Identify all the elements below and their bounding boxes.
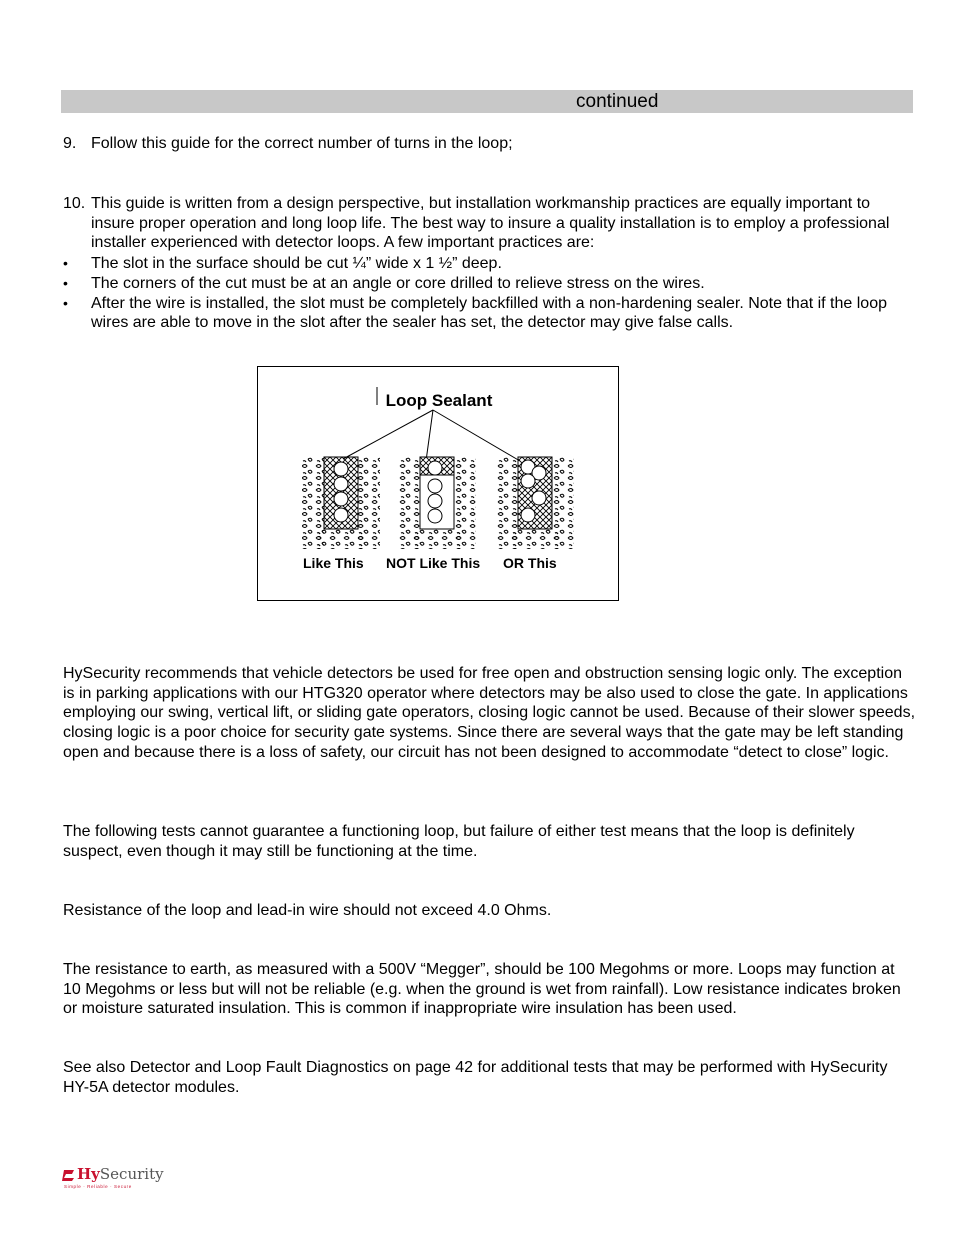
- figure-label-or-this: OR This: [503, 555, 557, 571]
- list-item-9: [63, 134, 915, 154]
- bullet-item: • After the wire is installed, the slot must be completely backfilled with a non-hardening sealer. Note that if the loop wires are able to move in the slot after the sealer has set, the detector may give false calls.: [63, 294, 887, 332]
- slot-like-this: [302, 457, 380, 549]
- figure-label-not-like-this: NOT Like This: [386, 555, 481, 571]
- figure-title: Loop Sealant: [385, 391, 493, 410]
- bullet-item: • The corners of the cut must be at an angle or core drilled to relieve stress on the wires.: [63, 274, 705, 292]
- loop-sealant-figure: [257, 366, 619, 601]
- slot-not-like-this: [398, 457, 476, 549]
- header-continued-label: continued: [576, 91, 659, 112]
- paragraph-resistance: Resistance of the loop and lead-in wire should not exceed 4.0 Ohms.: [63, 902, 552, 919]
- paragraph-tests-intro: The following tests cannot guarantee a functioning loop, but failure of either test means that the loop is definitely suspect, even though it may still be functioning at the time.: [63, 823, 855, 860]
- list-number: 9.: [63, 135, 77, 152]
- list-text: This guide is written from a design perspective, but installation workmanship practices are equally important to insure proper operation and long loop life. The best way to insure a quality installation is to employ a professional installer experienced with detector loops. A few important practices are:: [91, 195, 890, 252]
- bullet-item: • The slot in the surface should be cut ¼” wide x 1 ½” deep.: [63, 255, 502, 273]
- paragraph-megger: The resistance to earth, as measured with a 500V “Megger”, should be 100 Megohms or more. Loops may function at 10 Megohms or less but will not be reliable (e.g. when the ground is wet from rainfall). Low resistance indicates broken or moisture saturated insulation. This is common if inappropriate wire insulation has been used.: [63, 961, 901, 1018]
- list-number: 10.: [63, 195, 86, 212]
- bullet-icon: •: [63, 255, 68, 272]
- paragraph-closing-logic: HySecurity recommends that vehicle detectors be used for free open and obstruction sensing logic only. The exception is in parking applications with our HTG320 operator where detectors may be also used to close the gate. In applications employing our swing, vertical lift, or sliding gate operators, closing logic cannot be used. Because of their slower speeds, closing logic is a poor choice for security gate systems. Since there are several ways that the gate may be left standing open and because there is a loss of safety, our circuit has not been designed to accommodate “detect to close” logic.: [63, 665, 916, 761]
- bullet-icon: •: [63, 294, 68, 311]
- logo-brand-bold: Hy: [77, 1165, 100, 1183]
- slot-or-this: [496, 457, 574, 549]
- logo-mark-icon: [62, 1168, 76, 1182]
- logo-brand-rest: Security: [99, 1165, 164, 1183]
- logo-tagline: Simple · Reliable · Secure: [64, 1184, 132, 1189]
- section-header-bar: [61, 90, 913, 113]
- bullet-icon: •: [63, 274, 68, 291]
- list-text: Follow this guide for the correct number of turns in the loop;: [91, 135, 513, 152]
- paragraph-see-also: See also Detector and Loop Fault Diagnostics on page 42 for additional tests that may be performed with HySecurity HY-5A detector modules.: [63, 1059, 888, 1096]
- figure-label-like-this: Like This: [303, 555, 364, 571]
- list-item-10: [63, 194, 915, 333]
